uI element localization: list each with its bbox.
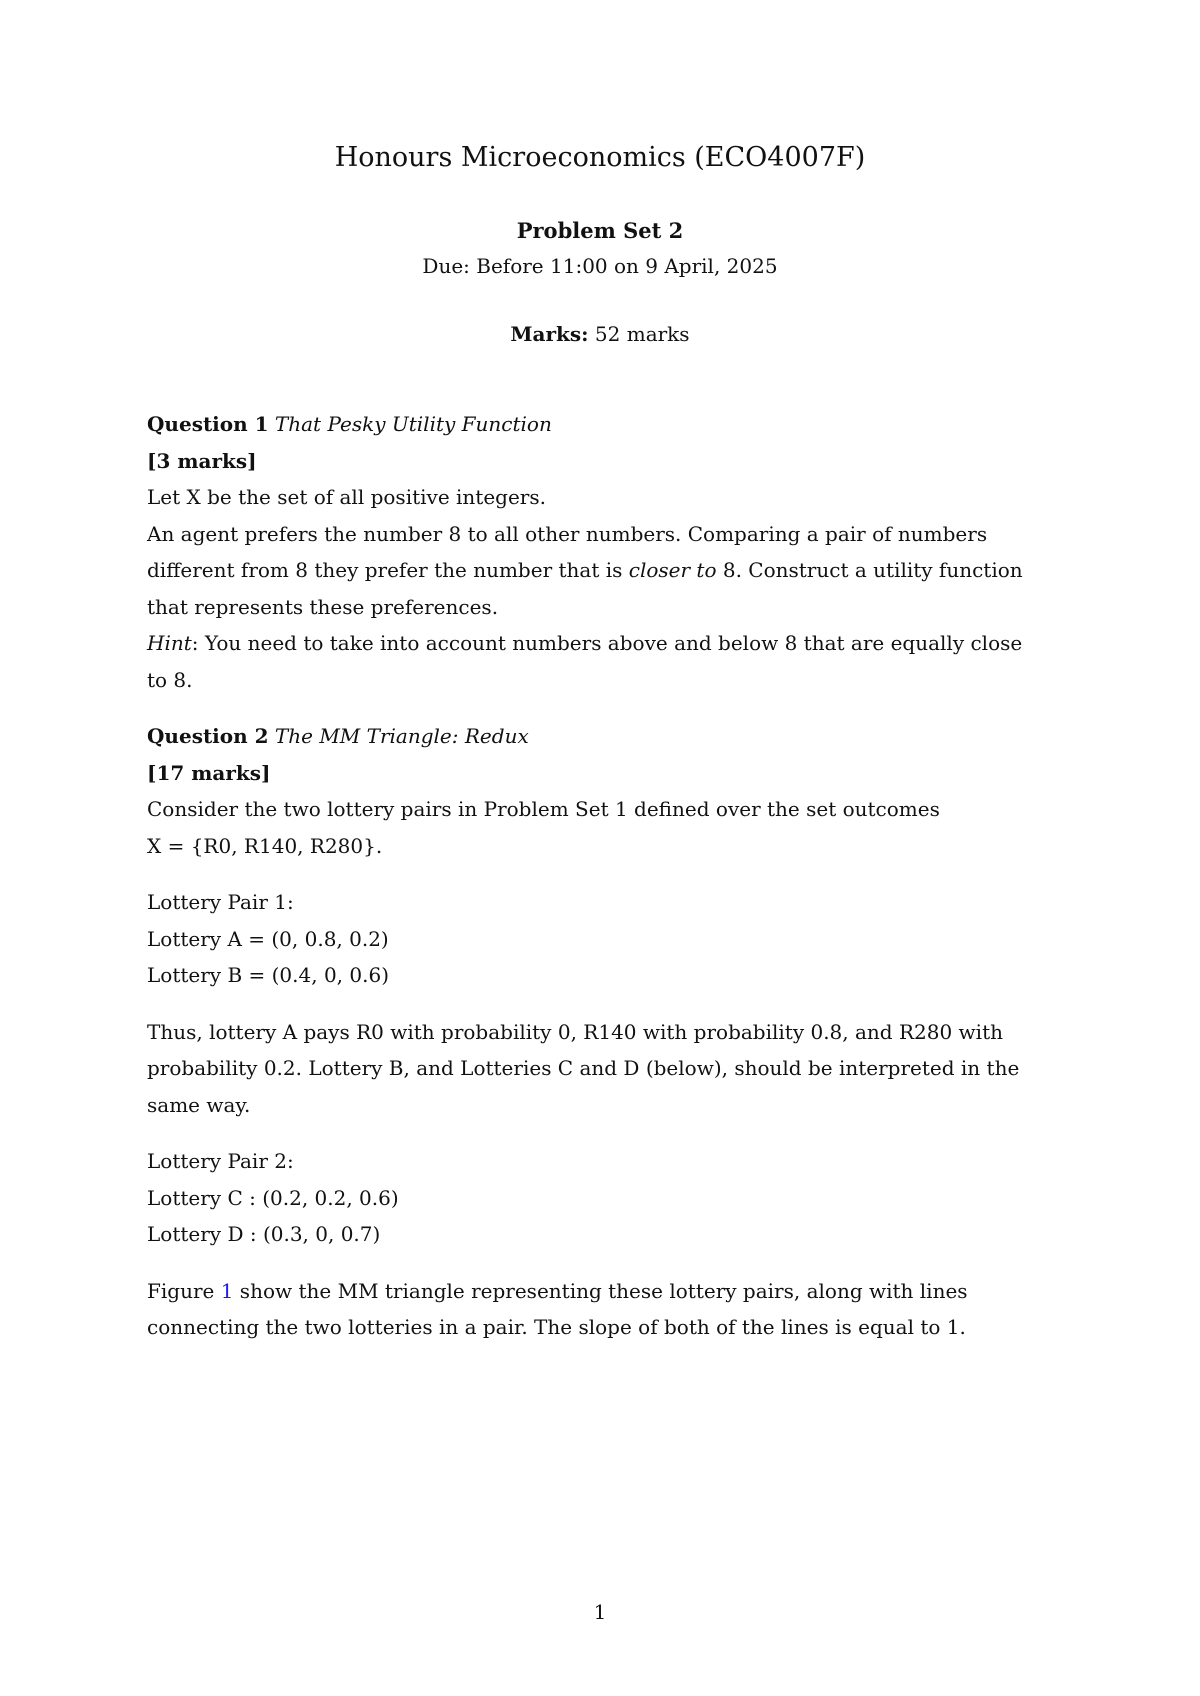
marks-value: 52 marks <box>594 322 690 346</box>
marks-label: Marks: <box>510 322 589 346</box>
figure-1-link[interactable]: 1 <box>220 1278 234 1303</box>
emphasis-text: closer to <box>628 558 717 582</box>
question-1-heading <box>147 406 1067 443</box>
question-2-text-line: Consider the two lottery pairs in Problem Set 1 defined over the set outcomes <box>147 797 940 821</box>
lottery-b: Lottery B = (0.4, 0, 0.6) <box>147 963 389 987</box>
question-1 <box>147 406 1067 698</box>
question-1-hint-cont: to 8. <box>147 667 193 692</box>
question-2-text-line: connecting the two lotteries in a pair. The slope of both of the lines is equal to 1. <box>147 1315 966 1339</box>
hint-label: Hint <box>147 631 192 655</box>
question-1-hint <box>147 625 1067 662</box>
question-2-label: Question 2 <box>147 724 269 748</box>
question-2-marks: [17 marks] <box>147 760 271 785</box>
question-2-heading <box>147 718 1067 755</box>
lottery-pair-1-label: Lottery Pair 1: <box>147 890 294 914</box>
question-2-text-line: probability 0.2. Lottery B, and Lotteries C and D (below), should be interpreted in the <box>147 1056 1020 1080</box>
question-2-text-line: same way. <box>147 1092 251 1117</box>
question-2-title: The MM Triangle: Redux <box>274 724 529 748</box>
figure-description <box>147 1273 1067 1310</box>
text-fragment: show the MM triangle representing these lottery pairs, along with lines <box>233 1278 968 1303</box>
outcome-set: X = {R0, R140, R280}. <box>147 833 383 858</box>
hint-text: : You need to take into account numbers above and below 8 that are equally close <box>191 631 1023 655</box>
lottery-d: Lottery D : (0.3, 0, 0.7) <box>147 1222 381 1246</box>
document-title: Honours Microeconomics (ECO4007F) <box>334 142 866 173</box>
text-fragment: Figure <box>147 1278 221 1303</box>
lottery-a: Lottery A = (0, 0.8, 0.2) <box>147 926 389 951</box>
problem-set-heading: Problem Set 2 <box>516 218 684 243</box>
due-date: Due: Before 11:00 on 9 April, 2025 <box>422 254 778 278</box>
question-1-text-line <box>147 552 1067 589</box>
lottery-c: Lottery C : (0.2, 0.2, 0.6) <box>147 1185 399 1210</box>
text-fragment: different from 8 they prefer the number that is <box>147 558 629 582</box>
question-2-text-line: Thus, lottery A pays R0 with probability 0, R140 with probability 0.8, and R280 with <box>147 1019 1003 1044</box>
question-1-text-line: An agent prefers the number 8 to all other numbers. Comparing a pair of numbers <box>147 521 988 546</box>
page-number: 1 <box>593 1600 607 1624</box>
question-1-title: That Pesky Utility Function <box>274 412 552 436</box>
question-1-marks: [3 marks] <box>147 448 257 473</box>
question-2 <box>147 718 1067 1346</box>
total-marks <box>0 322 1200 346</box>
question-1-text-line: Let X be the set of all positive integers. <box>147 485 546 509</box>
question-1-label: Question 1 <box>147 412 269 436</box>
lottery-pair-2-label: Lottery Pair 2: <box>147 1149 294 1173</box>
text-fragment: 8. Construct a utility function <box>716 558 1023 582</box>
question-1-text-line: that represents these preferences. <box>147 594 499 619</box>
